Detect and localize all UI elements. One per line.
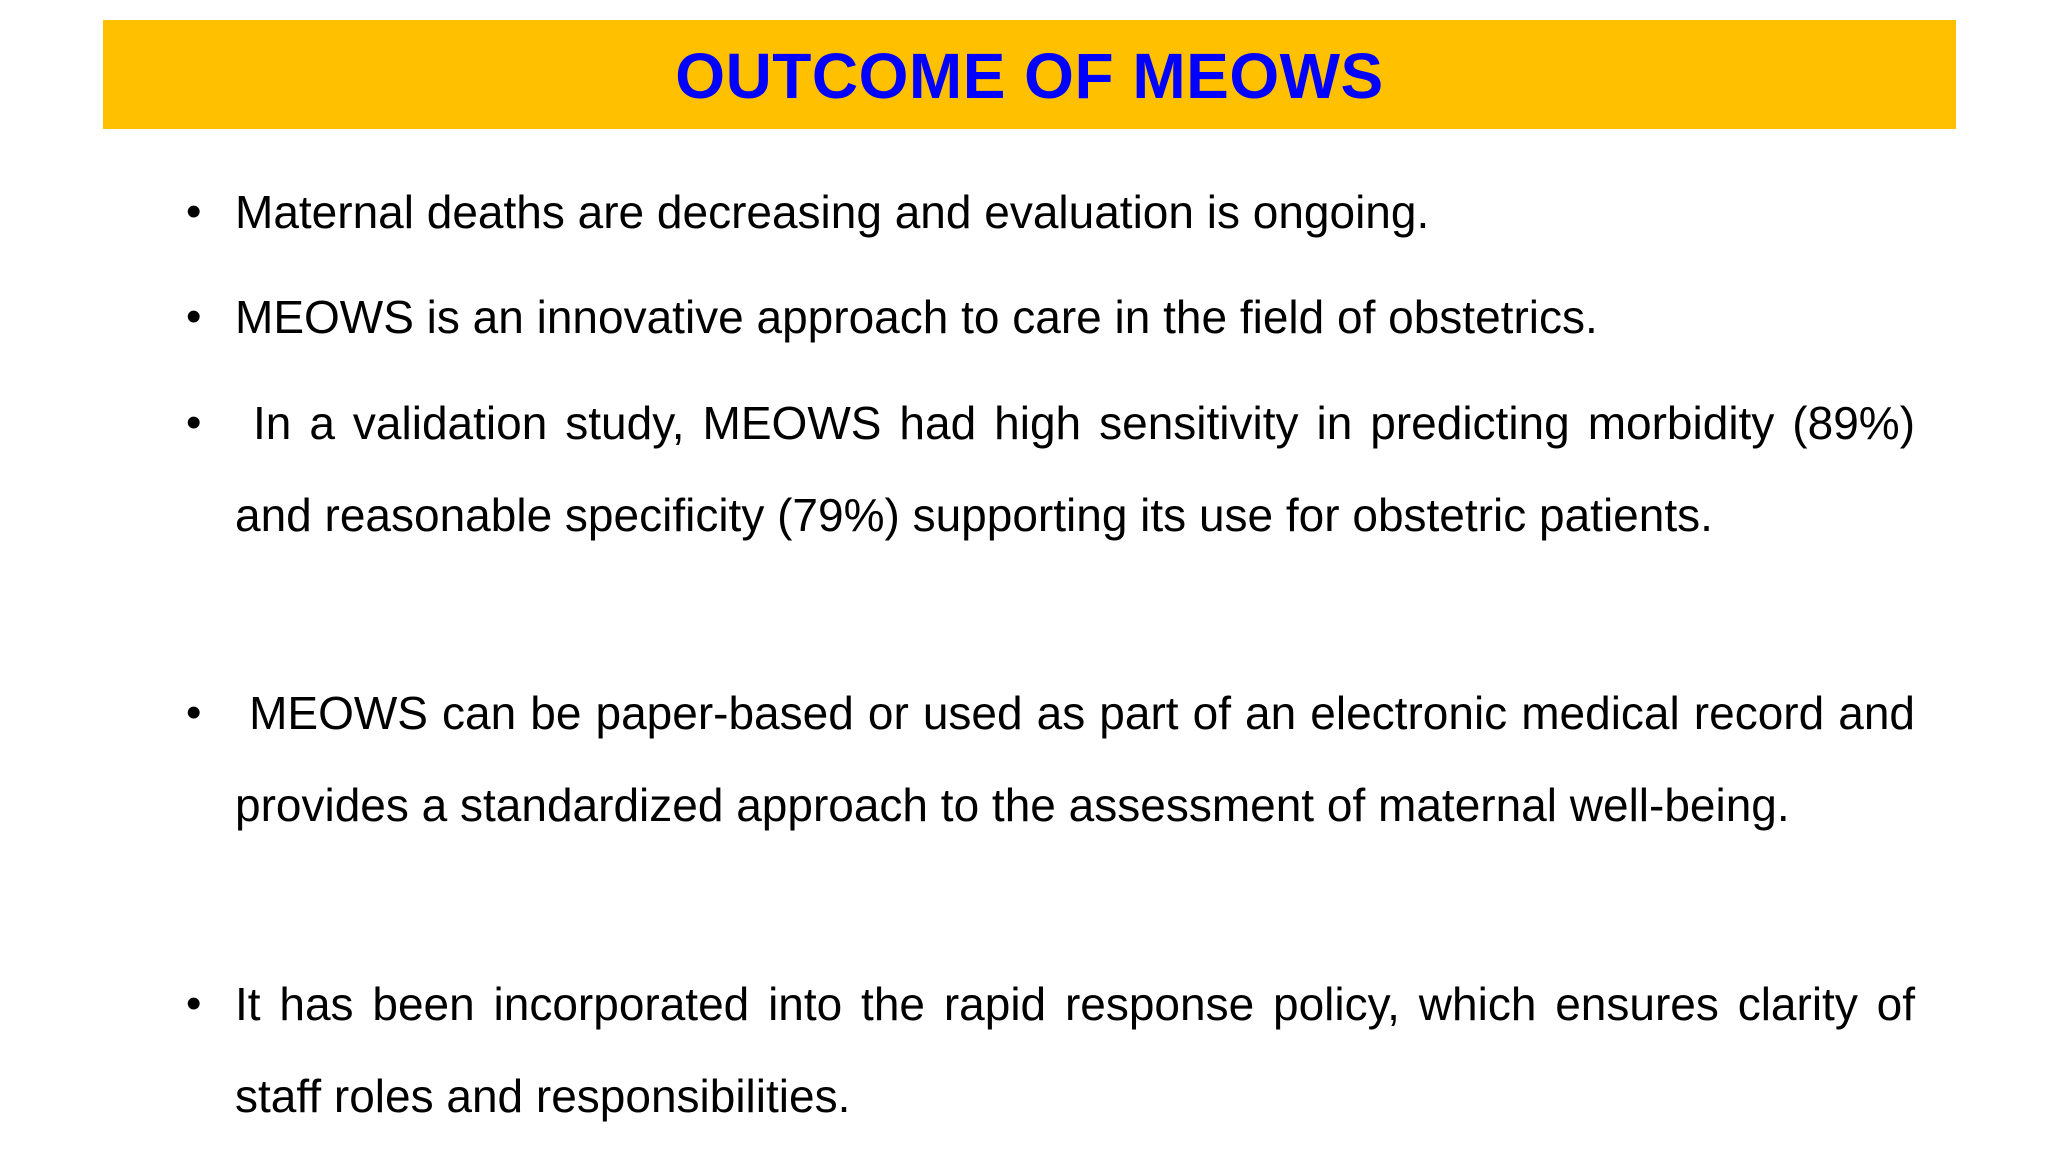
bullet-text: In a validation study, MEOWS had high sensitivity in predicting morbidity (89%) and reasonable specificity (79%) supporting its use for obstetric patients. (235, 397, 1928, 541)
bullet-text: MEOWS can be paper-based or used as part of an electronic medical record and provides a standardized approach to the assessment of maternal well-being. (235, 687, 1928, 831)
bullet-marker: • (186, 688, 202, 737)
bullet-text: It has been incorporated into the rapid response policy, which ensures clarity of staff roles and responsibilities. (235, 978, 1915, 1122)
slide-title: OUTCOME OF MEOWS (675, 39, 1384, 112)
bullet-marker: • (186, 979, 202, 1028)
bullet-text: Maternal deaths are decreasing and evaluation is ongoing. (235, 186, 1430, 238)
bullet-marker: • (186, 398, 202, 447)
bullet-marker: • (186, 292, 202, 341)
bullet-text: MEOWS is an innovative approach to care in the field of obstetrics. (235, 291, 1598, 343)
bullet-marker: • (186, 187, 202, 236)
